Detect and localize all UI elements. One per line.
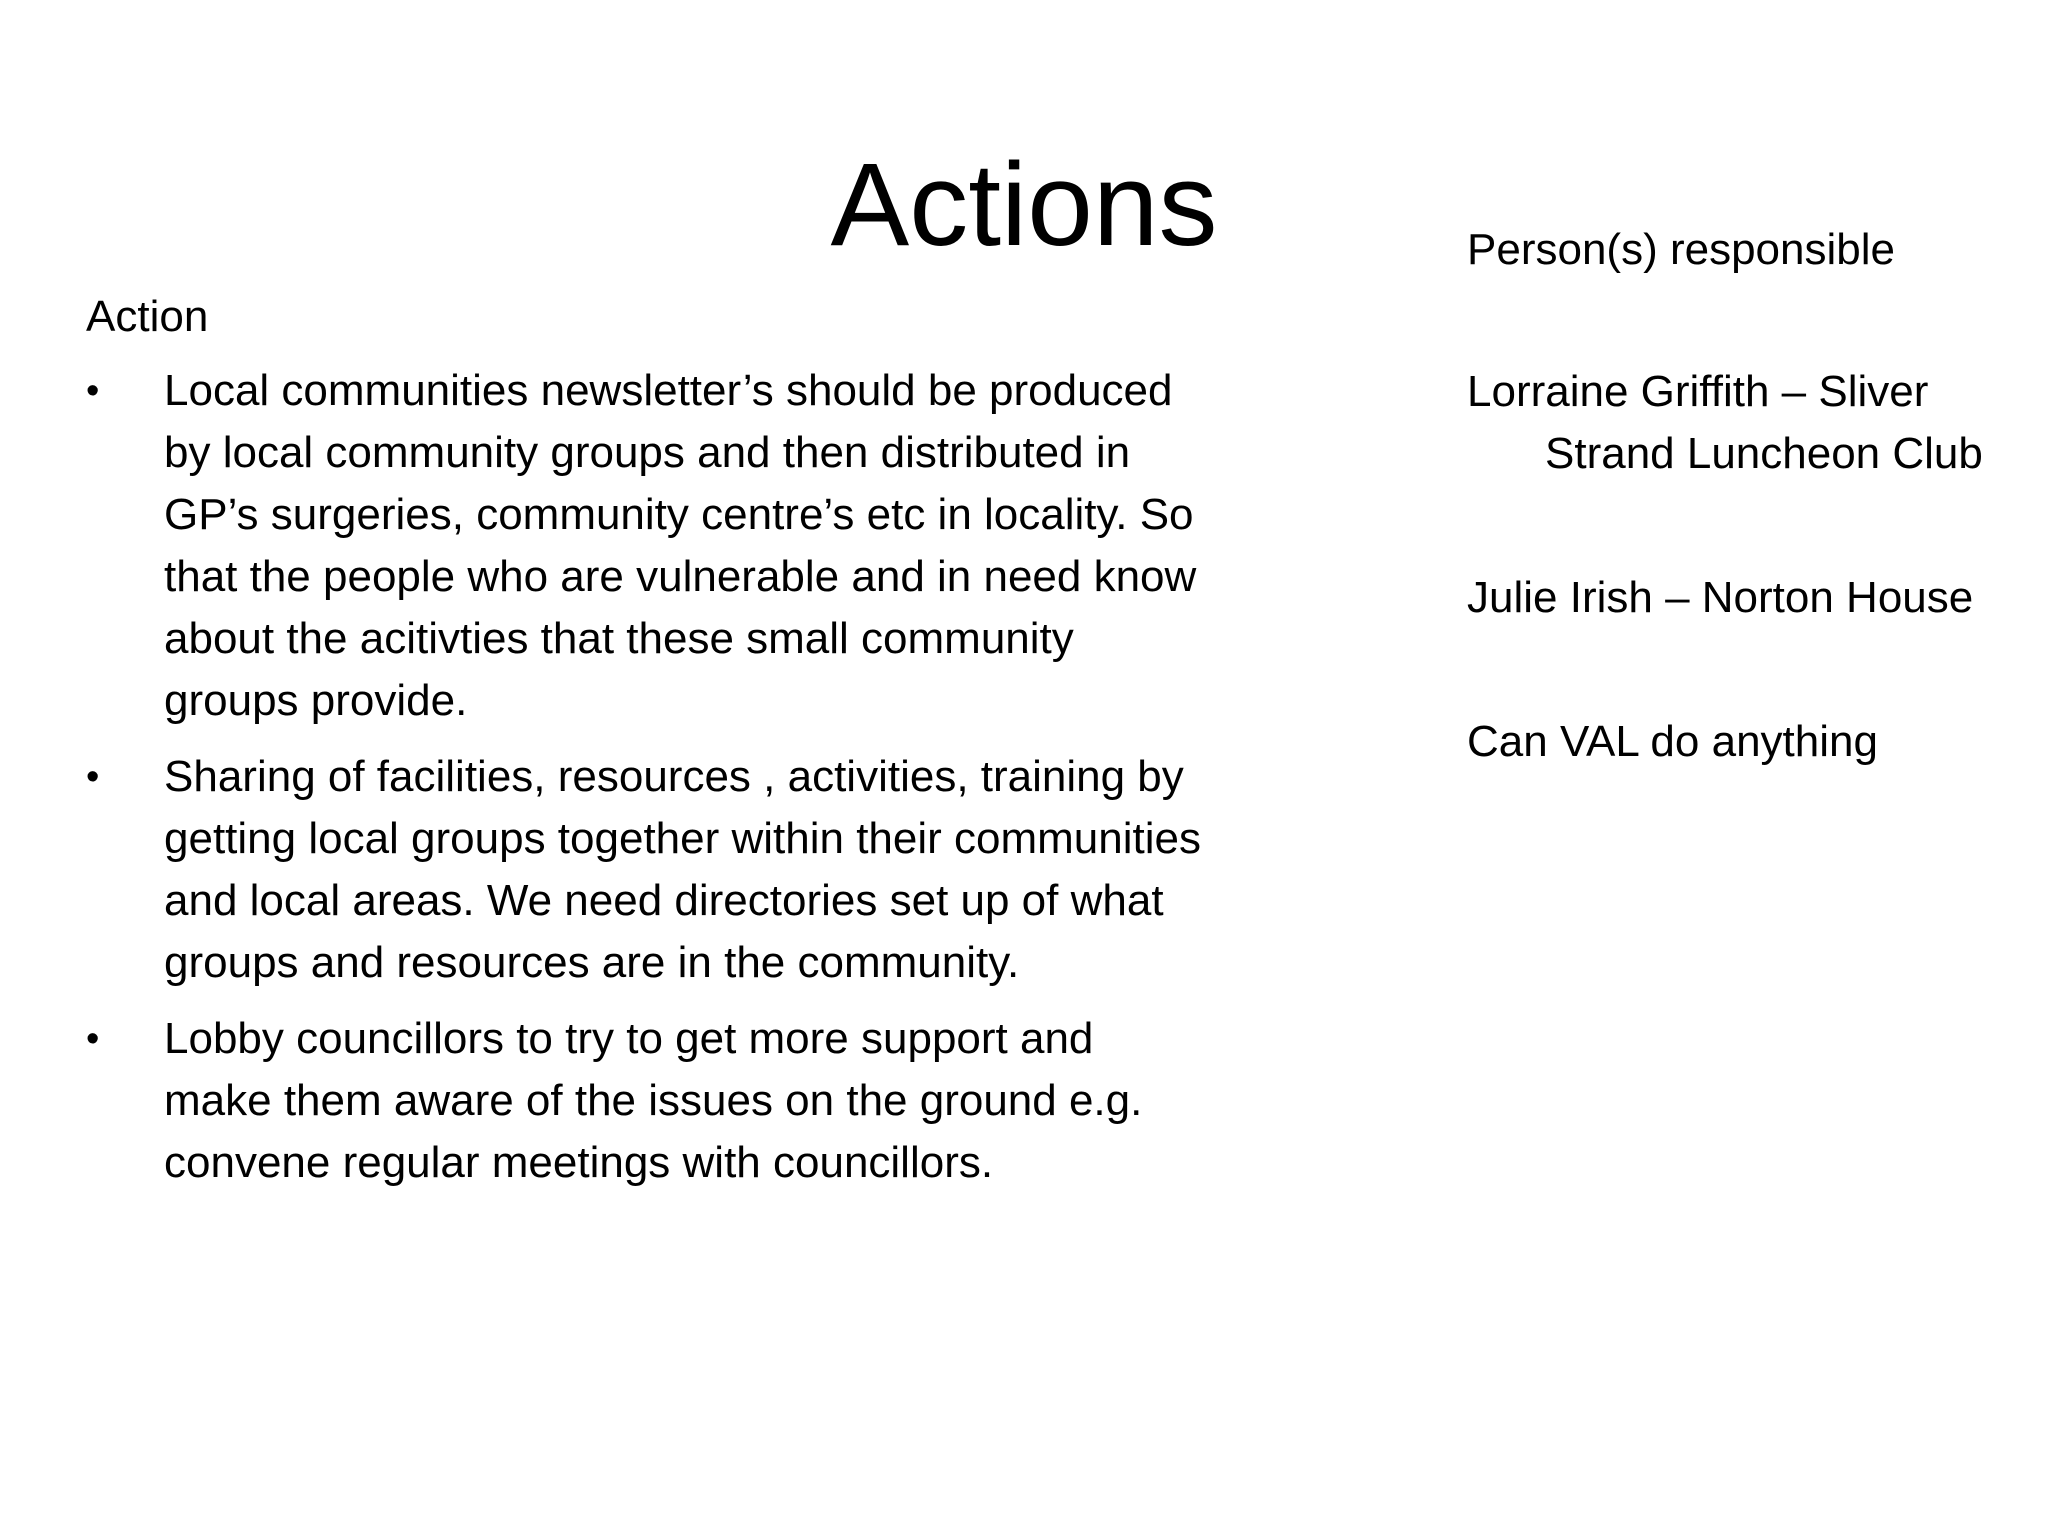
action-item (86, 746, 1206, 994)
action-list (86, 360, 1206, 1194)
action-column-heading: Action (86, 292, 209, 341)
actions-column (86, 286, 1206, 1208)
action-item (86, 360, 1206, 732)
action-item-text: Sharing of facilities, resources , activities, training by getting local groups together within their communities and local areas. We need directories set up of what groups and resources are in the community. (164, 752, 1201, 987)
responsible-entry: Can VAL do anything (1467, 717, 1878, 766)
bullet-icon: • (86, 370, 100, 412)
action-item-text: Lobby councillors to try to get more support and make them aware of the issues on the ground e.g. convene regular meetings with councillors. (164, 1014, 1143, 1187)
responsible-entry: Julie Irish – Norton House (1467, 573, 1974, 622)
slide-title: Actions (830, 139, 1218, 271)
responsible-column-heading: Person(s) responsible (1467, 225, 1895, 274)
bullet-icon: • (86, 1018, 100, 1060)
bullet-icon: • (86, 756, 100, 798)
responsible-entry: Lorraine Griffith – Sliver Strand Luncheon Club (1467, 367, 1983, 478)
action-item (86, 1008, 1206, 1194)
responsible-column (1467, 219, 1987, 855)
action-item-text: Local communities newsletter’s should be produced by local community groups and then distributed in GP’s surgeries, community centre’s etc in locality. So that the people who are vulnerable and in need know about the acitivties that these small community groups provide. (164, 366, 1197, 725)
